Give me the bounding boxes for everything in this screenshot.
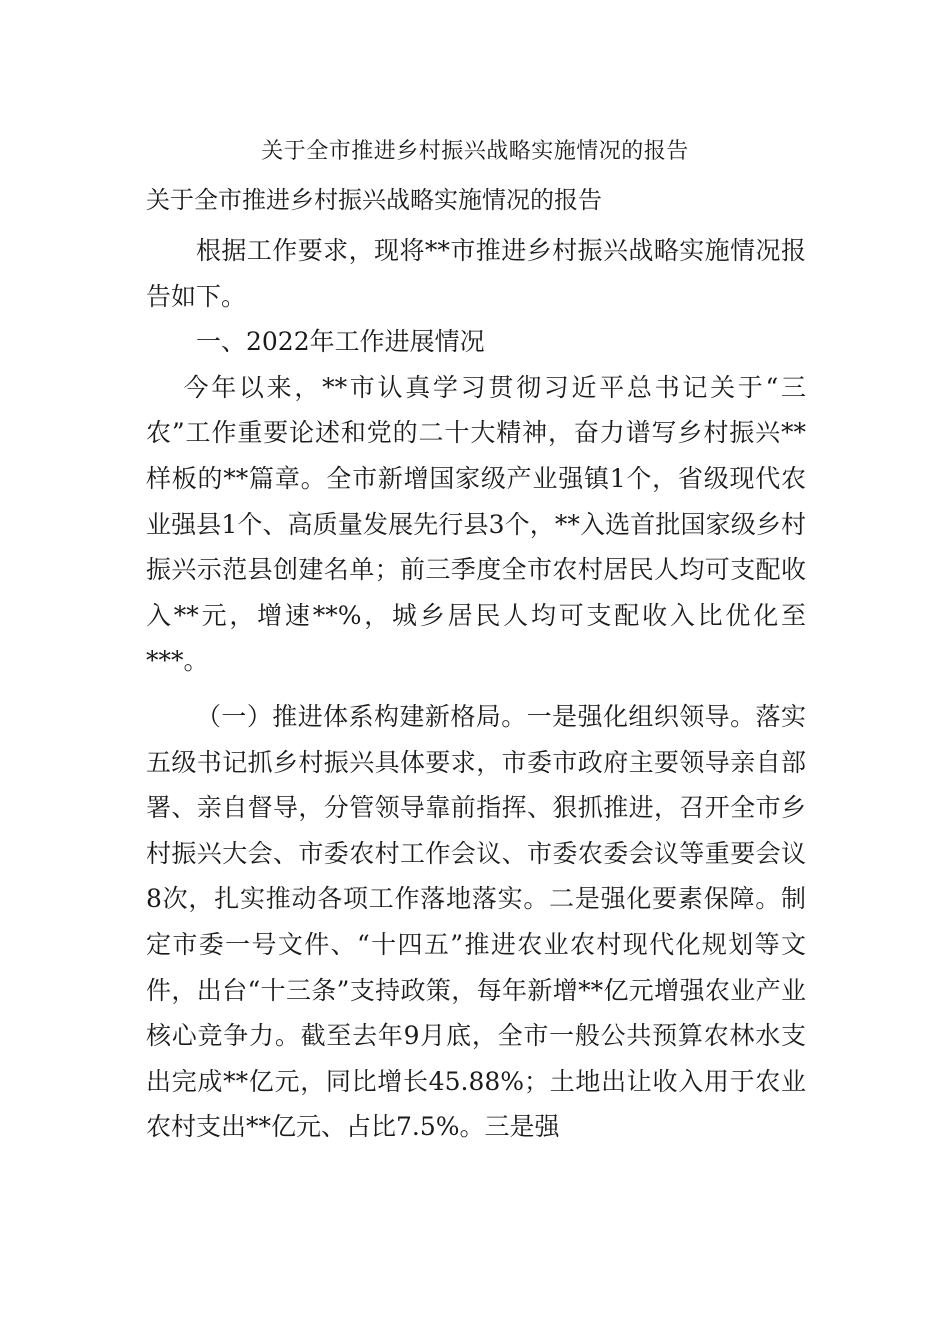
document-subtitle: 关于全市推进乡村振兴战略实施情况的报告 (146, 186, 602, 214)
section-heading: 一、2022年工作进展情况 (196, 327, 485, 357)
system-paragraph: （一）推进体系构建新格局。一是强化组织领导。落实五级书记抓乡村振兴具体要求，市委市政府主要领导亲自部署、亲自督导，分管领导靠前指挥、狠抓推进，召开全市乡村振兴大会、市委农村工作会议、市委农委会议等重要会议8次，扎实推动各项工作落地落实。二是强化要素保障。制定市委一号文件、“十四五”推进农业农村现代化规划等文件，出台“十三条”支持政策，每年新增**亿元增强农业产业核心竞争力。截至去年9月底，全市一般公共预算农林水支出完成**亿元，同比增长45.88%；土地出让收入用于农业农村支出**亿元、占比7.5%。三是强 (146, 701, 806, 1142)
intro-paragraph: 根据工作要求，现将**市推进乡村振兴战略实施情况报告如下。 (146, 236, 806, 311)
document-title: 关于全市推进乡村振兴战略实施情况的报告 (261, 139, 689, 164)
progress-paragraph: 今年以来，**市认真学习贯彻习近平总书记关于“三农”工作重要论述和党的二十大精神，奋力谱写乡村振兴**样板的**篇章。全市新增国家级产业强镇1个，省级现代农业强县1个、高质量发展先行县3个，**入选首批国家级乡村振兴示范县创建名单；前三季度全市农村居民人均可支配收入**元，增速**%，城乡居民人均可支配收入比优化至***。 (146, 372, 806, 676)
document-body (146, 228, 806, 1150)
